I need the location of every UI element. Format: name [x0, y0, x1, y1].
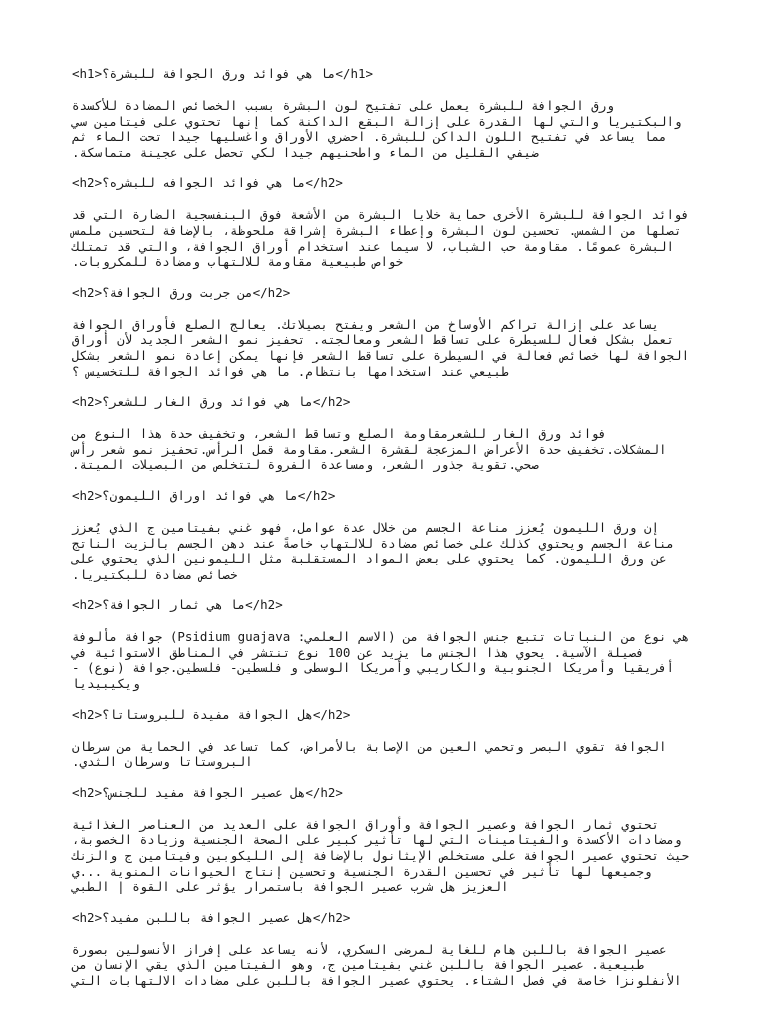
section-paragraph: هي نوع من النباتات تتبع جنس الجوافة من (الاسم العلمي: Psidium guajava) جوافة مألوفة فصيلة الآسية. يحوي هذا الجنس ما يزيد عن 100 نوع تنتشر في المناطق الاستوائية في أفريقيا وأمريكا الجنوبية والكاريبي وأمريكا الوسطى و فلسطين- فلسطين.جوافة (نوع) - ويكيبيديا [72, 629, 690, 692]
section-heading: <h2>هل عصير الجوافة مفيد للجنس؟</h2> [72, 784, 343, 800]
section-heading: <h2>ما هي فوائد الجوافه للبشره؟</h2> [72, 175, 343, 191]
section-paragraph: ورق الجوافة للبشرة يعمل على تفتيح لون البشرة بسبب الخصائص المضادة للأكسدة والبكتيريا والتي لها القدرة على إزالة البقع الداكنة كما إنها تحتوي على فيتامين سي مما يساعد في تفتيح اللون الداكن للبشرة. احضري الأوراق واغسليها جيدا تحت الماء ثم ضيفي القليل من الماء واطحنيهم جيدا لكي تحصل على عجينة متماسكة. [72, 98, 682, 160]
section-heading: <h2>هل عصير الجوافة باللبن مفيد؟</h2> [72, 909, 351, 925]
section-paragraph: الجوافة تقوي البصر وتحمي العين من الإصابة بالأمراض، كما تساعد في الحماية من سرطان البروستاتا وسرطان الثدي. [72, 738, 667, 770]
section-paragraph: عصير الجوافة باللبن هام للغاية لمرضى السكري، لأنه يساعد على إفراز الأنسولين بصورة طبيعية. عصير الجوافة باللبن غني بفيتامين ج، وهو الفيتامين الذي يقي الإنسان من الأنفلونزا خاصة في فصل الشتاء. يحتوي عصير الجوافة باللبن على مضادات الالتهابات التي [72, 941, 682, 988]
section-heading: <h2>ما هي فوائد اوراق الليمون؟</h2> [72, 487, 336, 503]
section-heading: <h1>ما هي فوائد ورق الجوافة للبشرة؟</h1> [72, 66, 374, 81]
section-heading: <h2>ما هي ثمار الجوافة؟</h2> [72, 597, 283, 613]
section-paragraph: يساعد على إزالة تراكم الأوساخ من الشعر ويفتح بصيلاتك. يعالج الصلع فأوراق الجوافة تعمل بشكل فعال للسيطرة على تساقط الشعر ومعالجته. تحفيز نمو الشعر الجديد لأن أوراق الجوافة لها خصائص فعالة في السيطرة على تساقط الشعر فإنها يمكن إعادة نمو الشعر بشكل طبيعي عند استخدامها بانتظام. ما هي فوائد الجوافة للتخسيس ؟ [72, 316, 690, 379]
section-paragraph: فوائد الجوافة للبشرة الأخرى حماية خلايا البشرة من الأشعة فوق البنفسجية الضارة التي قد تصلها من الشمس. تحسين لون البشرة وإعطاء البشرة إشراقة ملحوظة، بالإضافة لتحسين ملمس البشرة عمومًا. مقاومة حب الشباب، لا سيما عند استخدام أوراق الجوافة، والتي قد تمتلك خواص طبيعية مقاومة للالتهاب ومضادة للمكروبات. [72, 207, 690, 270]
section-paragraph: تحتوي ثمار الجوافة وعصير الجوافة وأوراق الجوافة على العديد من العناصر الغذائية ومضادات الأكسدة والفيتامينات التي لها تأثير كبير على الصحة الجنسية وزيادة الخصوبة، حيث تحتوي عصير الجوافة على مستخلص الإيثانول بالإضافة إلى الليكوبين وفيتامين ج والزنك وجميعها لها تأثير في تحسين القدرة الجنسية وتحسين إنتاج الحيوانات المنوية ...ي العزيز هل شرب عصير الجوافة باستمرار يؤثر على القوة | الطبي [72, 816, 690, 895]
section-heading: <h2>ما هي فوائد ورق الغار للشعر؟</h2> [72, 394, 351, 410]
section-paragraph: إن ورق الليمون يُعزز مناعة الجسم من خلال عدة عوامل، فهو غني بفيتامين ج الذي يُعزز مناعة الجسم ويحتوي كذلك على خصائص مضادة للالتهاب خاصةً عند دهن الجسم بالزيت الناتج عن ورق الليمون. كما يحتوي على بعض المواد المستقلبة مثل الليمونين الذي يحتوي على خصائص مضادة للبكتيريا. [72, 519, 675, 582]
section-heading: <h2>هل الجوافة مفيدة للبروستاتا؟</h2> [72, 706, 351, 722]
section-paragraph: فوائد ورق الغار للشعرمقاومة الصلع وتساقط الشعر، وتخفيف حدة هذا النوع من المشكلات.تخفيف حدة الأعراض المزعجة لقشرة الشعر.مقاومة قمل الرأس.تحفيز نمو شعر رأس صحي.تقوية جذور الشعر، ومساعدة الفروة لتتخلص من البصيلات الميتة. [72, 426, 667, 473]
section-heading: <h2>من جربت ورق الجوافة؟</h2> [72, 284, 291, 300]
document-page [72, 66, 695, 1004]
